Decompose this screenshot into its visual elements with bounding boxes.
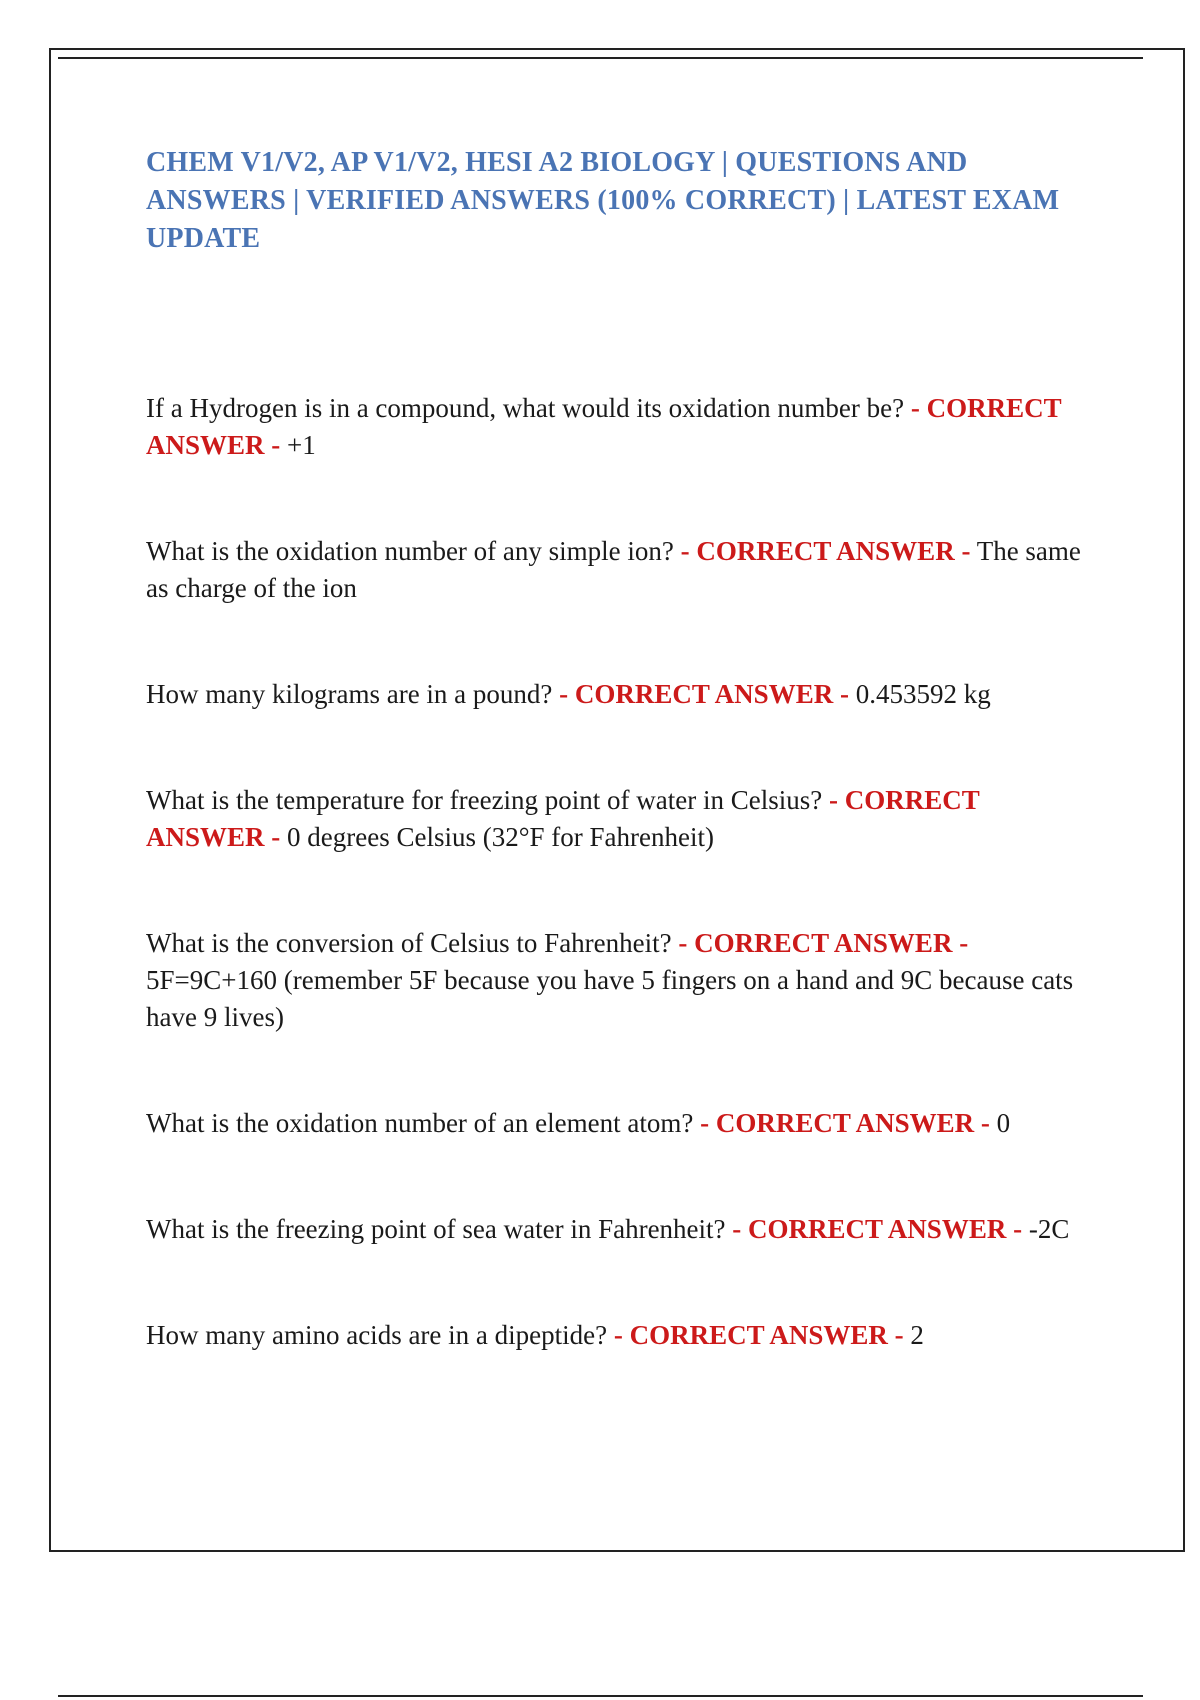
correct-answer-tag: - CORRECT ANSWER - [559,679,849,709]
qa-item [146,533,1096,607]
answer-text: 0 degrees Celsius (32°F for Fahrenheit) [287,822,714,852]
question-text: What is the oxidation number of any simple ion? [146,536,674,566]
answer-text: 0.453592 kg [855,679,991,709]
correct-answer-tag: - CORRECT ANSWER - [678,928,969,958]
correct-answer-tag: - CORRECT ANSWER - [146,393,1062,460]
question-text: What is the temperature for freezing point of water in Celsius? [146,785,823,815]
document-title: CHEM V1/V2, AP V1/V2, HESI A2 BIOLOGY | QUESTIONS AND ANSWERS | VERIFIED ANSWERS (100% CORRECT) | LATEST EXAM UPDATE [146,147,1060,254]
correct-answer-tag: - CORRECT ANSWER - [613,1320,904,1350]
answer-text: -2C [1028,1214,1070,1244]
answer-text: 5F=9C+160 (remember 5F because you have 5 fingers on a hand and 9C because cats have 9 lives) [146,965,1074,1032]
answer-text: The same as charge of the ion [146,536,1081,603]
correct-answer-tag: - CORRECT ANSWER - [680,536,971,566]
qa-item [146,1317,1096,1354]
qa-item [146,676,1096,713]
qa-item [146,1105,1096,1142]
correct-answer-tag: - CORRECT ANSWER - [700,1108,990,1138]
correct-answer-tag: - CORRECT ANSWER - [146,785,980,852]
qa-item [146,782,1096,856]
question-text: If a Hydrogen is in a compound, what would its oxidation number be? [146,393,905,423]
question-text: What is the conversion of Celsius to Fahrenheit? [146,928,672,958]
qa-item [146,925,1096,1036]
question-text: How many kilograms are in a pound? [146,679,553,709]
question-text: What is the oxidation number of an element atom? [146,1108,694,1138]
answer-text: 0 [996,1108,1011,1138]
qa-item [146,390,1096,464]
document-content [146,144,1096,1423]
qa-list [146,390,1096,1354]
answer-text: 2 [910,1320,924,1350]
bottom-rule [58,1695,1143,1697]
question-text: What is the freezing point of sea water in Fahrenheit? [146,1214,726,1244]
answer-text: +1 [287,430,316,460]
question-text: How many amino acids are in a dipeptide? [146,1320,608,1350]
correct-answer-tag: - CORRECT ANSWER - [732,1214,1023,1244]
qa-item [146,1211,1096,1248]
